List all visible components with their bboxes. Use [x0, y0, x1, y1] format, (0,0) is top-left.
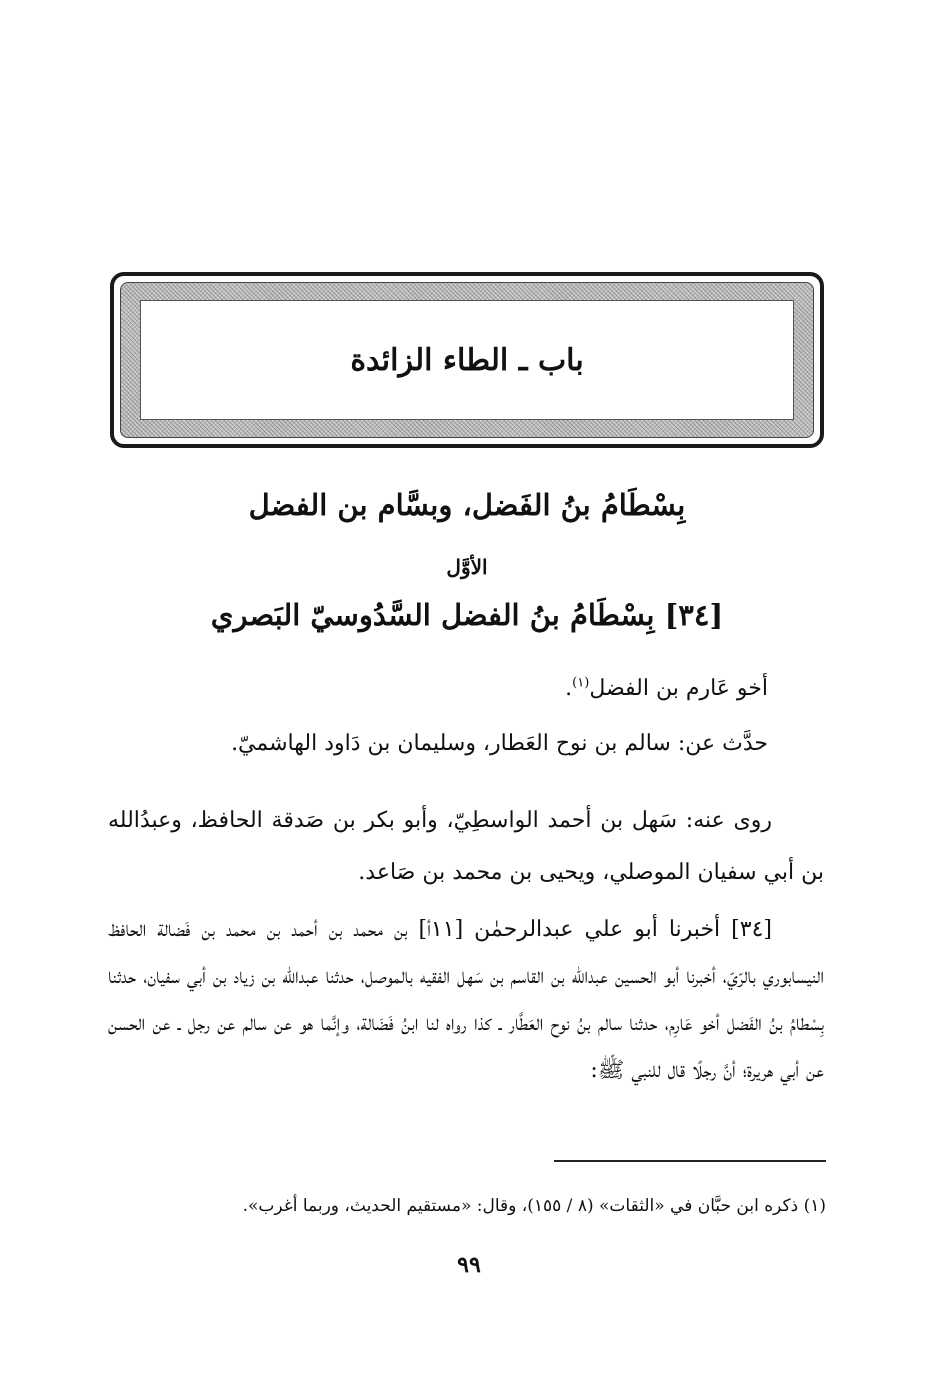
order-label: الأوَّل [446, 555, 488, 579]
footnote: (١) ذكره ابن حبَّان في «الثقات» (٨ / ١٥٥)، وقال: «مستقيم الحديث، وربما أغرب». [242, 1196, 826, 1216]
footnote-divider [554, 1160, 826, 1162]
chapter-title: باب ـ الطاء الزائدة [350, 342, 584, 378]
group-heading: بِسْطَامُ بنُ الفَضل، وبسَّام بن الفضل [248, 488, 686, 522]
brother-line [565, 676, 768, 701]
entry-heading: [٣٤] بِسْطَامُ بنُ الفضل السَّدُوسيّ البَصري [210, 598, 724, 632]
footnote-reference[interactable]: (١) [572, 675, 590, 691]
chapter-frame [110, 272, 824, 448]
chapter-frame-inner [140, 300, 794, 420]
page-number: ٩٩ [457, 1252, 481, 1278]
hadith-paragraph: [٣٤] أخبرنا أبو علي عبدالرحمٰن [١١أ] بن محمد بن أحمد بن محمد بن فَضالة الحافظ النيسابوري بالرّيّ، أخبرنا أبو الحسين عبدالله بن القاسم بن سَهل الفقيه بالموصل، حدثنا عبدالله بن زياد بن أبي سفيان، حدثنا بِسْطامُ بنُ الفَضل أخو عَارِم، حدثنا سالم بنُ نوح العَطَّار ـ كذا رواه لنا ابنُ فَضَالة، وإنَّما هو عن سالم عن رجل ـ عن الحسن عن أبي هريرة؛ أنَّ رجلًا قال للنبي ﷺ: [108, 917, 824, 1083]
narrated-from-line: حدَّث عن: سالم بن نوح العَطار، وسليمان بن دَاود الهاشميّ. [231, 731, 768, 756]
brother-text: أخو عَارم بن الفضل [589, 676, 768, 701]
brother-line-end: . [565, 676, 573, 701]
narrators-paragraph: روى عنه: سَهل بن أحمد الواسطِيّ، وأبو بكر بن صَدقة الحافظ، وعبدُالله بن أبي سفيان الموصلي، ويحيى بن محمد بن صَاعد. [108, 808, 824, 885]
